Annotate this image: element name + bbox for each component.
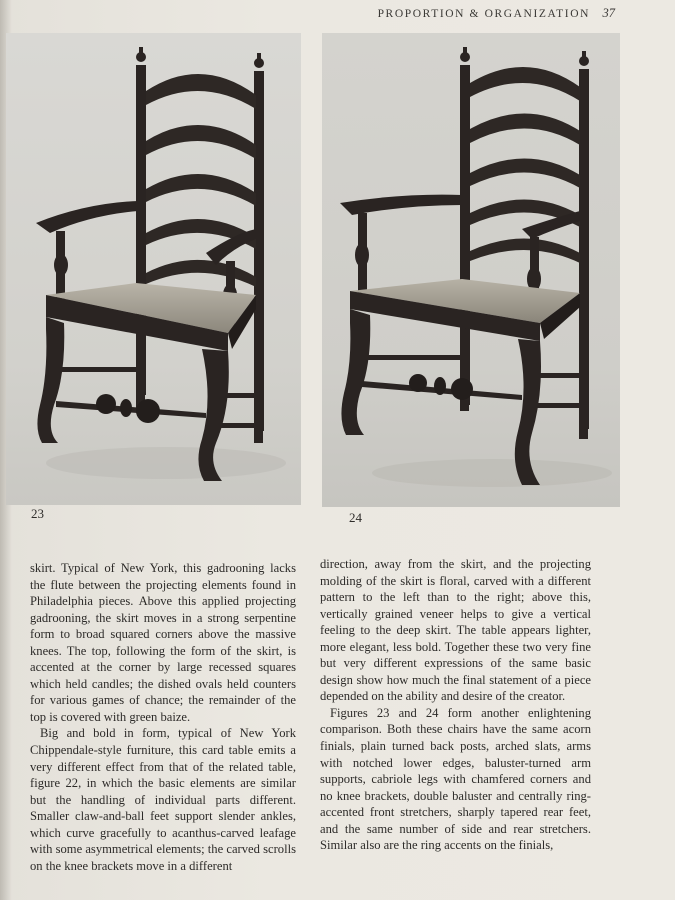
- running-head: [378, 6, 615, 21]
- figure-24-photo: [322, 33, 620, 507]
- right-text-column: [320, 556, 591, 854]
- left-text-column: [30, 560, 296, 874]
- paragraph: Figures 23 and 24 form another enlightening comparison. Both these chairs have the same acorn finials, plain turned back posts, arched slats, arms with notched lower edges, baluster-turned arm supports, cabriole legs with chamfered corners and no knee brackets, double baluster and centrally ring-accented front stretchers, sharply tapered rear feet, and the same number of side and rear stretchers. Similar also are the ring accents on the finials,: [320, 705, 591, 853]
- page-number: 37: [602, 6, 615, 20]
- figure-number-24: 24: [349, 510, 362, 525]
- paragraph: Big and bold in form, typical of New York Chippendale-style furniture, this card table emits a very different effect from that of the related table, figure 22, in which the basic elements are similar but the handling of individual parts different. Smaller claw-and-ball feet support slender ankles, which curve gracefully to acanthus-carved leafage with some asymmetrical elements; the carved scrolls on the knee brackets move in a different: [30, 726, 296, 873]
- running-title: PROPORTION & ORGANIZATION: [377, 8, 591, 20]
- figure-23-photo: [6, 33, 301, 505]
- paragraph: direction, away from the skirt, and the projecting molding of the skirt is floral, carved with a different pattern to the left than to the right; above this, vertically grained veneer helps to give a vertical feeling to the deep skirt. The table appears lighter, more elegant, less bold. Together these two very fine but very different expressions of the same basic design show how much the final statement of a piece depended on the ability and desire of the creator.: [320, 557, 591, 704]
- ladder-back-armchair-image: [6, 33, 301, 505]
- paragraph: skirt. Typical of New York, this gadrooning lacks the flute between the projecting elements found in Philadelphia pieces. Above this applied projecting gadrooning, the skirt moves in a strong serpentine form to broad squared corners above the massive knees. The top, following the form of the skirt, is accented at the corner by large recessed squares which held candles; the dished ovals held counters for various games of chance; the remainder of the top is covered with green baize.: [30, 561, 296, 724]
- ladder-back-armchair-image: [322, 33, 620, 507]
- figure-number-23: 23: [31, 506, 44, 521]
